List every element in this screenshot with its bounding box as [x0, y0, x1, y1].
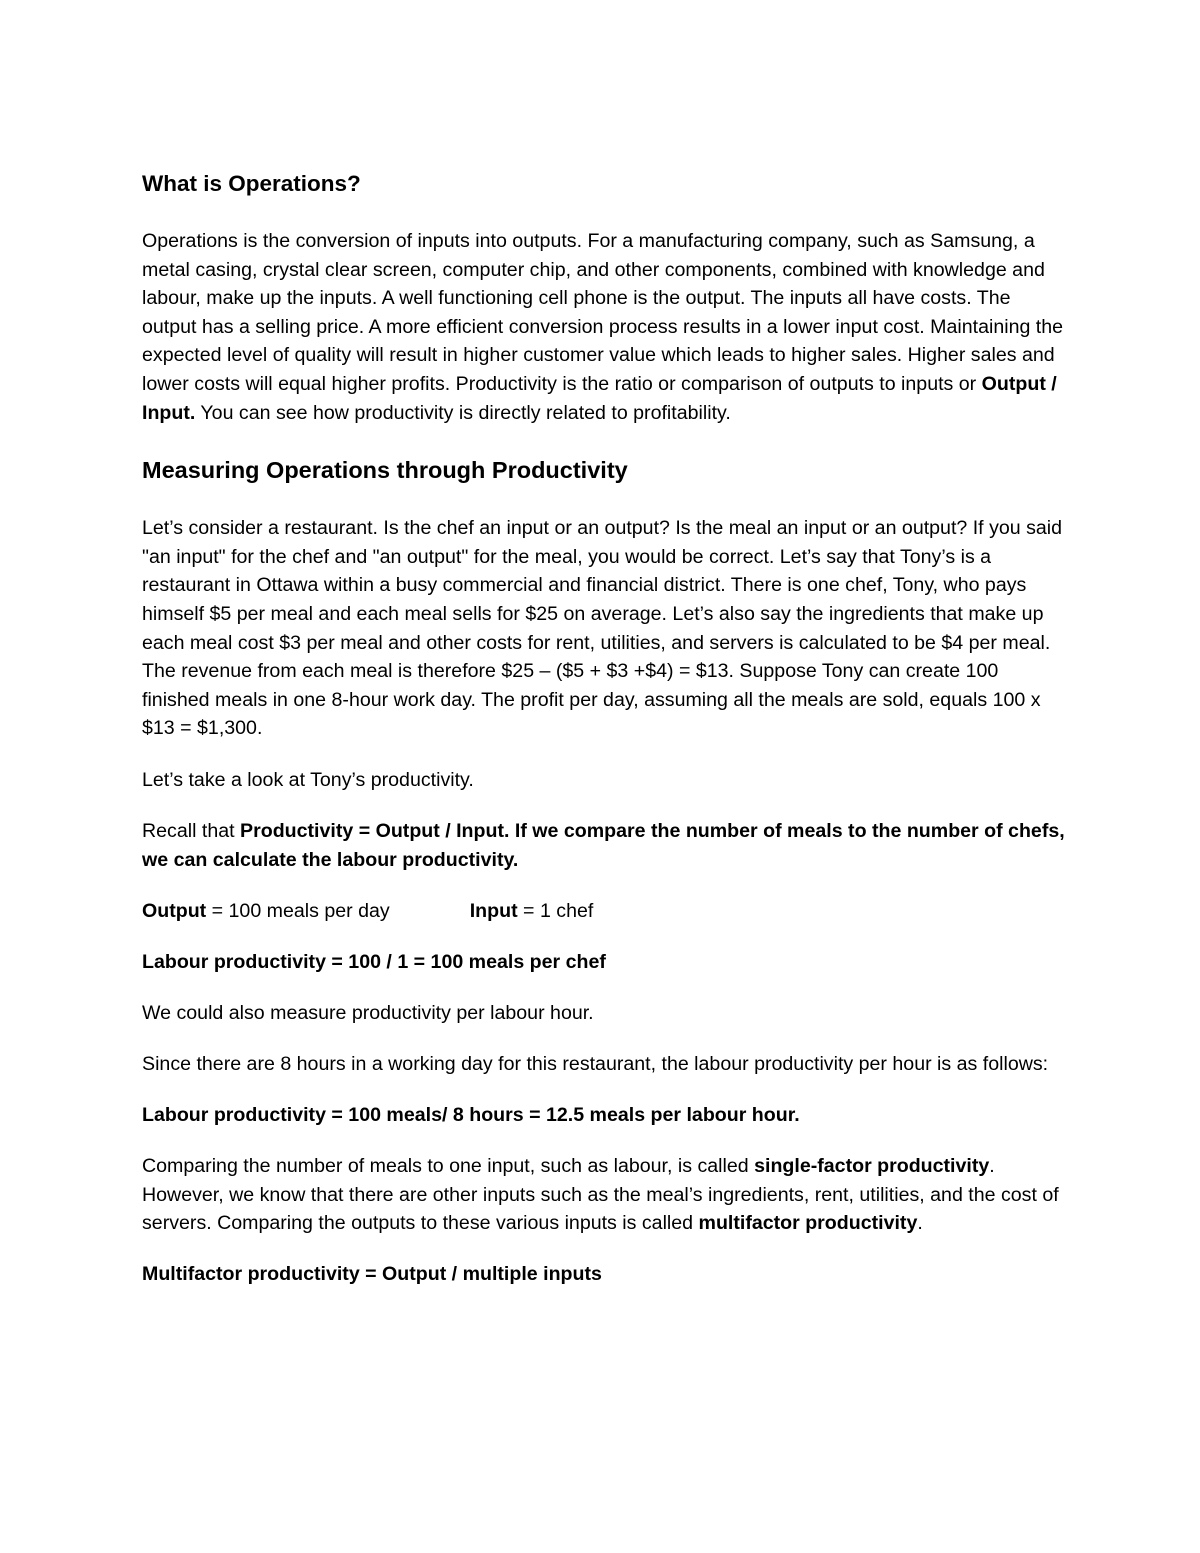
per-hour-paragraph: We could also measure productivity per labour hour.: [142, 1001, 594, 1024]
output-label: Output: [142, 899, 207, 922]
output-value: = 100 meals per day: [206, 899, 390, 922]
multifactor-bold: multifactor productivity: [698, 1212, 918, 1235]
recall-paragraph: [142, 817, 1067, 874]
heading-measuring-operations: Measuring Operations through Productivity: [142, 457, 628, 484]
operations-paragraph: [142, 227, 1067, 427]
comparing-text-1: Comparing the number of meals to one input, such as labour, is called: [142, 1155, 755, 1178]
single-factor-bold: single-factor productivity: [754, 1155, 990, 1178]
hour-formula-text: Labour productivity = 100 meals/ 8 hours = 12.5 meals per labour hour.: [142, 1104, 800, 1127]
document-page: [142, 168, 1067, 1312]
input-value: = 1 chef: [517, 899, 594, 922]
recall-prefix: Recall that: [142, 820, 241, 842]
multifactor-formula-text: Multifactor productivity = Output / multiple inputs: [142, 1263, 602, 1286]
comparing-text-2: . However, we know that there are other inputs such as the meal’s ingredients, rent, utilities, and the cost of servers. Comparing the outputs to these various inputs is called: [142, 1155, 1059, 1235]
hour-productivity-formula: [142, 1101, 1067, 1130]
since-paragraph: Since there are 8 hours in a working day for this restaurant, the labour productivity per hour is as follows:: [142, 1052, 1049, 1075]
comparing-paragraph: [142, 1152, 1067, 1238]
labour-productivity-formula: [142, 948, 1067, 977]
heading-what-is-operations: What is Operations?: [142, 171, 361, 196]
output-input-line: [142, 897, 1067, 926]
operations-text-end: You can see how productivity is directly related to profitability.: [195, 401, 731, 424]
multifactor-formula: [142, 1260, 1067, 1289]
input-label: Input: [469, 899, 518, 922]
look-paragraph: Let’s take a look at Tony’s productivity.: [142, 768, 474, 791]
comparing-text-3: .: [917, 1212, 923, 1235]
labour-formula-text: Labour productivity = 100 / 1 = 100 meals per chef: [142, 950, 606, 973]
operations-text: Operations is the conversion of inputs into outputs. For a manufacturing company, such as Samsung, a metal casing, crystal clear screen, computer chip, and other components, combined with knowledge and labour, make up the inputs. A well functioning cell phone is the output. The inputs all have costs. The output has a selling price. A more efficient conversion process results in a lower input cost. Maintaining the expected level of quality will result in higher customer value which leads to higher sales. Higher sales and lower costs will equal higher profits. Productivity is the ratio or comparison of outputs to inputs or: [142, 230, 1064, 395]
output-input-bold: Output / Input.: [142, 372, 1057, 424]
recall-bold: Productivity = Output / Input. If we compare the number of meals to the number of chefs, we can calculate the labour productivity.: [142, 820, 1065, 871]
restaurant-paragraph: Let’s consider a restaurant. Is the chef an input or an output? Is the meal an input or an output? If you said "an input" for the chef and "an output" for the meal, you would be correct. Let’s say that Tony’s is a restaurant in Ottawa within a busy commercial and financial district. There is one chef, Tony, who pays himself $5 per meal and each meal sells for $25 on average. Let’s also say the ingredients that make up each meal cost $3 per meal and other costs for rent, utilities, and servers is calculated to be $4 per meal. The revenue from each meal is therefore $25 – ($5 + $3 +$4) = $13. Suppose Tony can create 100 finished meals in one 8-hour work day. The profit per day, assuming all the meals are sold, equals 100 x $13 = $1,300.: [142, 517, 1063, 740]
